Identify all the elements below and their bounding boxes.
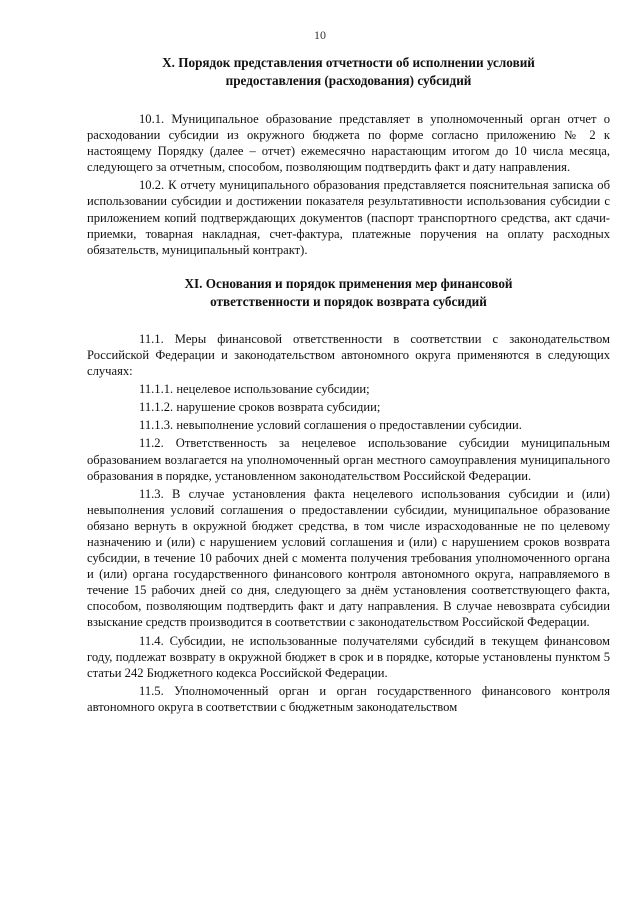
section-xi-title-line1: XI. Основания и порядок применения мер финансовой [184, 275, 513, 291]
section-x-title-line2: предоставления (расходования) субсидий [225, 73, 472, 88]
section-x-title [87, 54, 610, 90]
section-x [87, 54, 610, 258]
paragraph-10-2: 10.2. К отчету муниципального образования представляется пояснительная записка об использовании субсидии и достижении показателя результативности использования субсидии с приложением копий подтверждающих документов (паспорт транспортного средства, акт сдачи-приемки, товарная накладная, счет-фактура, платежные поручения на оплату расходных обязательств, муниципальный контракт). [87, 178, 610, 257]
section-xi [87, 275, 610, 715]
paragraph-11-2: 11.2. Ответственность за нецелевое использование субсидии муниципальным образованием возлагается на уполномоченный орган местного самоуправления муниципального образования в порядке, установленном законодательством Российской Федерации. [87, 436, 610, 483]
section-xi-title-line2: ответственности и порядок возврата субсидий [210, 293, 487, 309]
paragraph-11-1-1: 11.1.1. нецелевое использование субсидии; [139, 382, 370, 397]
paragraph-11-4: 11.4. Субсидии, не использованные получателями субсидий в текущем финансовом году, подлежат возврату в окружной бюджет в срок и в порядке, которые установлены пунктом 5 статьи 242 Бюджетного кодекса Российской Федерации. [87, 633, 610, 680]
section-x-title-line1: X. Порядок представления отчетности об исполнении условий [162, 55, 535, 70]
paragraph-11-3: 11.3. В случае установления факта нецелевого использования субсидии и (или) невыполнения условий соглашения о предоставлении субсидии, муниципальное образование обязано вернуть в окружной бюджет средства, в том числе израсходованные не по целевому назначению и (или) с нарушением условий соглашения и (или) с нарушением сроков возврата субсидии, в течение 10 рабочих дней с момента получения требования уполномоченного органа и (или) органа государственного финансового контроля автономного округа, направляемого в течение 15 рабочих дней со дня, следующего за днём установления соответствующего факта, способом, позволяющим подтвердить факт и дату направления. В случае невозврата субсидии взыскание средств производится в соответствии с законодательством Российской Федерации. [87, 486, 610, 630]
paragraph-11-5: 11.5. Уполномоченный орган и орган государственного финансового контроля автономного округа в соответствии с бюджетным законодательством [87, 683, 610, 714]
paragraph-10-1: 10.1. Муниципальное образование представляет в уполномоченный орган отчет о расходовании субсидии из окружного бюджета по форме согласно приложению № 2 к настоящему Порядку (далее – отчет) ежемесячно нарастающим итогом до 10 числа месяца, следующего за отчетным, способом, позволяющим подтвердить факт и дату направления. [87, 112, 610, 175]
paragraph-11-1: 11.1. Меры финансовой ответственности в соответствии с законодательством Российской Федерации и законодательством автономного округа применяются в следующих случаях: [87, 331, 610, 379]
document-body [87, 54, 610, 715]
paragraph-11-1-2: 11.1.2. нарушение сроков возврата субсидии; [139, 400, 381, 415]
paragraph-11-1-3: 11.1.3. невыполнение условий соглашения о предоставлении субсидии. [139, 418, 522, 433]
section-xi-title [87, 275, 610, 311]
page-number: 10 [314, 28, 326, 42]
